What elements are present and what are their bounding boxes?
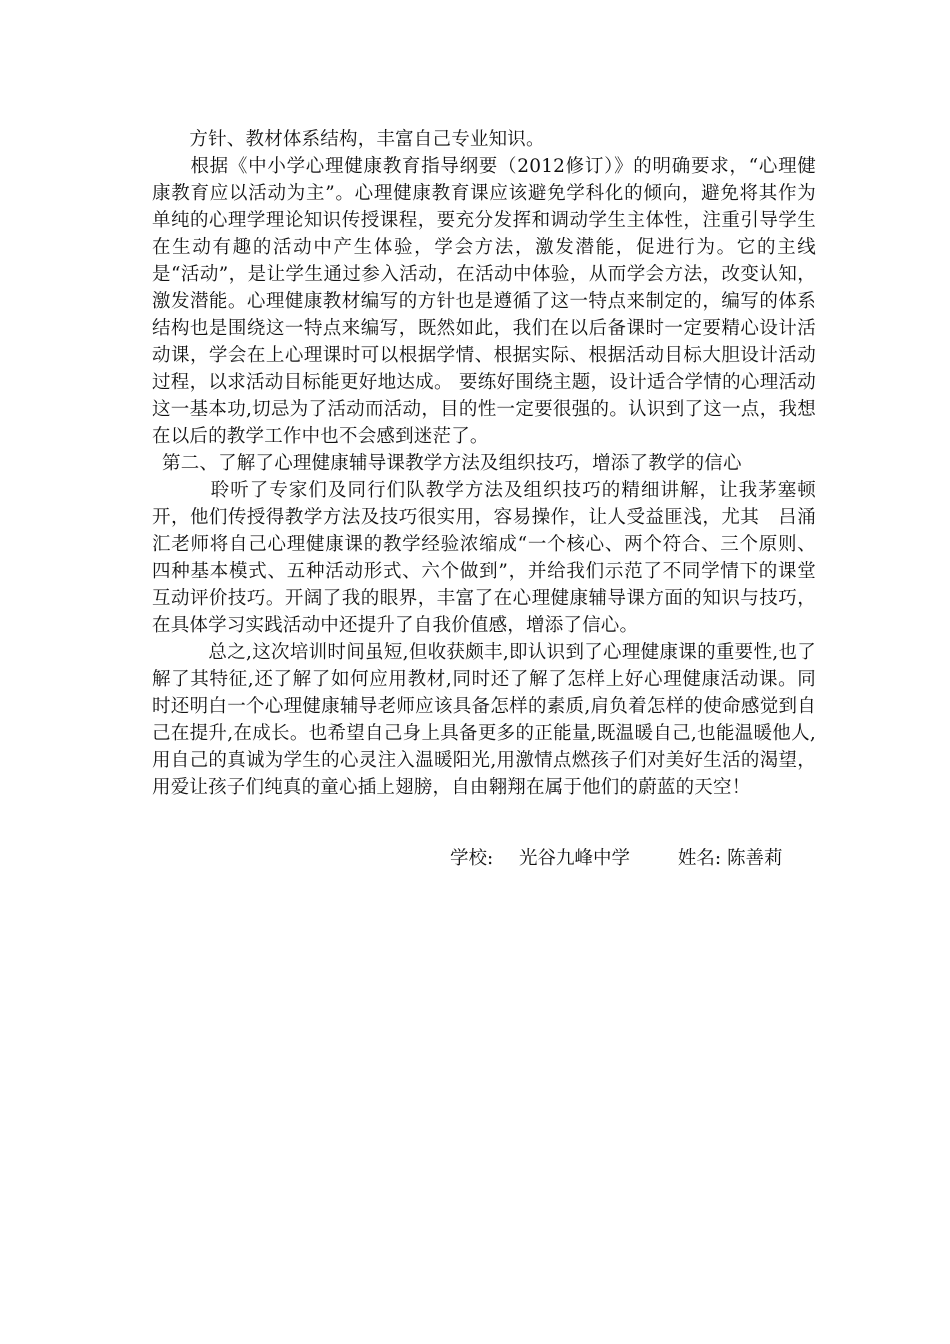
name-value: 陈善莉: [726, 848, 783, 869]
signature-line: [450, 845, 810, 872]
paragraph-activity-principle: 根据《中小学心理健康教育指导纲要（2012修订）》的明确要求，“心理健康教育应以活动为主”。心理健康教育课应该避免学科化的倾向，避免将其作为单纯的心理学理论知识传授课程，要充分发挥和调动学生主体性，注重引导学生在生动有趣的活动中产生体验，学会方法，激发潜能，促进行为。它的主线是“活动”，是让学生通过参入活动，在活动中体验，从而学会方法，改变认知，激发潜能。心理健康教材编写的方针也是遵循了这一特点来制定的，编写的体系结构也是围绕这一特点来编写，既然如此，我们在以后备课时一定要精心设计活动课，学会在上心理课时可以根据学情、根据实际、根据活动目标大胆设计活动过程，以求活动目标能更好地达成。 要练好围绕主题，设计适合学情的心理活动这一基本功,切忌为了活动而活动，目的性一定要很强的。认识到了这一点，我想在以后的教学工作中也不会感到迷茫了。: [152, 156, 816, 447]
paragraph-teaching-methods: 聆听了专家们及同行们队教学方法及组织技巧的精细讲解，让我茅塞顿开，他们传授得教学方法及技巧很实用，容易操作，让人受益匪浅，尤其 吕涌汇老师将自己心理健康课的教学经验浓缩成“一个核心、两个符合、三个原则、四种基本模式、五种活动形式、六个做到”，并给我们示范了不同学情下的课堂互动评价技巧。开阔了我的眼界，丰富了在心理健康辅导课方面的知识与技巧，在具体学习实践活动中还提升了自我价值感，增添了信心。: [152, 480, 816, 636]
paragraph-summary: 总之,这次培训时间虽短,但收获颇丰,即认识到了心理健康课的重要性,也了解了其特征,还了解了如何应用教材,同时还了解了怎样上好心理健康活动课。同时还明白一个心理健康辅导老师应该具备怎样的素质,肩负着怎样的使命感觉到自己在提升,在成长。也希望自己身上具备更多的正能量,既温暖自己,也能温暖他人,用自己的真诚为学生的心灵注入温暖阳光,用激情点燃孩子们对美好生活的渴望，用爱让孩子们纯真的童心插上翅膀，自由翱翔在属于他们的蔚蓝的天空！: [152, 642, 816, 798]
name-label: 姓名:: [677, 848, 722, 869]
school-label: 学校:: [450, 848, 494, 869]
section-heading-second: 第二、了解了心理健康辅导课教学方法及组织技巧，增添了教学的信心: [162, 453, 742, 474]
paragraph-intro-continuation: 方针、教材体系结构，丰富自己专业知识。: [152, 129, 545, 150]
school-name: 光谷九峰中学: [519, 848, 631, 869]
